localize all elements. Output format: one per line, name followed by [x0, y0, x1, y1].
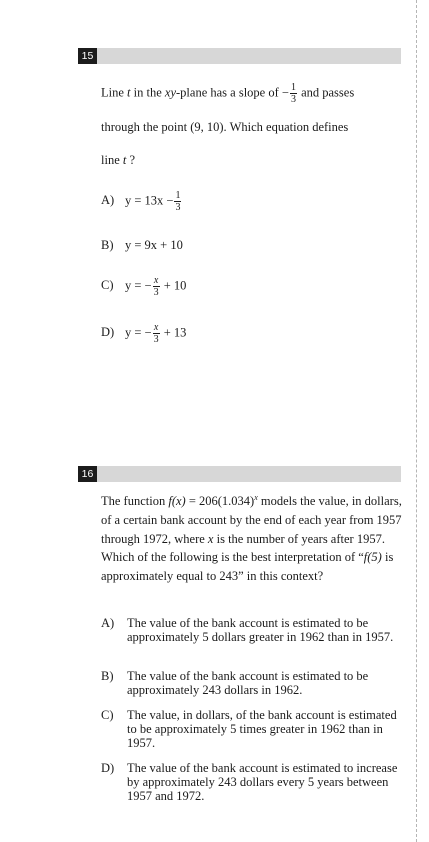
question-15-choice-c[interactable]: C) y = − $\frac{x}{3}$ + 10	[101, 275, 187, 298]
question-15-stem-line-2: through the point (9, 10). Which equation defines	[101, 120, 349, 134]
question-15-number: 15	[78, 48, 97, 64]
question-16-choice-c[interactable]: C) The value, in dollars, of the bank account is estimated to be approximately 5 times greater in 1962 than in 1957.	[101, 708, 397, 750]
page-edge-divider	[416, 0, 417, 842]
question-15-header-bar	[78, 48, 401, 64]
question-15-choice-b[interactable]: B) y = 9x + 10	[101, 238, 183, 252]
question-15-choice-a[interactable]: A) y = 13x − $\frac{1}{3}$	[101, 190, 181, 213]
question-16-choice-d[interactable]: D) The value of the bank account is estimated to increase by approximately 243 dollars every 5 years between 1957 and 1972.	[101, 761, 398, 803]
question-15-stem-line-1: Line t in the xy-plane has a slope of − $\frac{1}{3}$ and passes	[101, 82, 355, 105]
question-16-number: 16	[78, 466, 97, 482]
question-15-choice-d[interactable]: D) y = − $\frac{x}{3}$ + 13	[101, 322, 187, 345]
question-15-stem-line-3: line t ?	[101, 153, 136, 167]
question-16-header-bar	[78, 466, 401, 482]
question-16-stem: The function $f(x) = 206(1.034)^x$ models the value, in dollars, of a certain bank account by the end of each year from 1957 through 1972, where x is the number of years after 1957. Which of the following is the best interpretation of “f(5) is approximately equal to 243” in this context?	[101, 492, 402, 584]
slope-fraction: $\frac{1}{3}$	[290, 82, 296, 105]
question-16-choice-b[interactable]: B) The value of the bank account is estimated to be approximately 243 dollars in 1962.	[101, 669, 369, 697]
question-16-choice-a[interactable]: A) The value of the bank account is estimated to be approximately 5 dollars greater in 1962 than in 1957.	[101, 616, 394, 644]
